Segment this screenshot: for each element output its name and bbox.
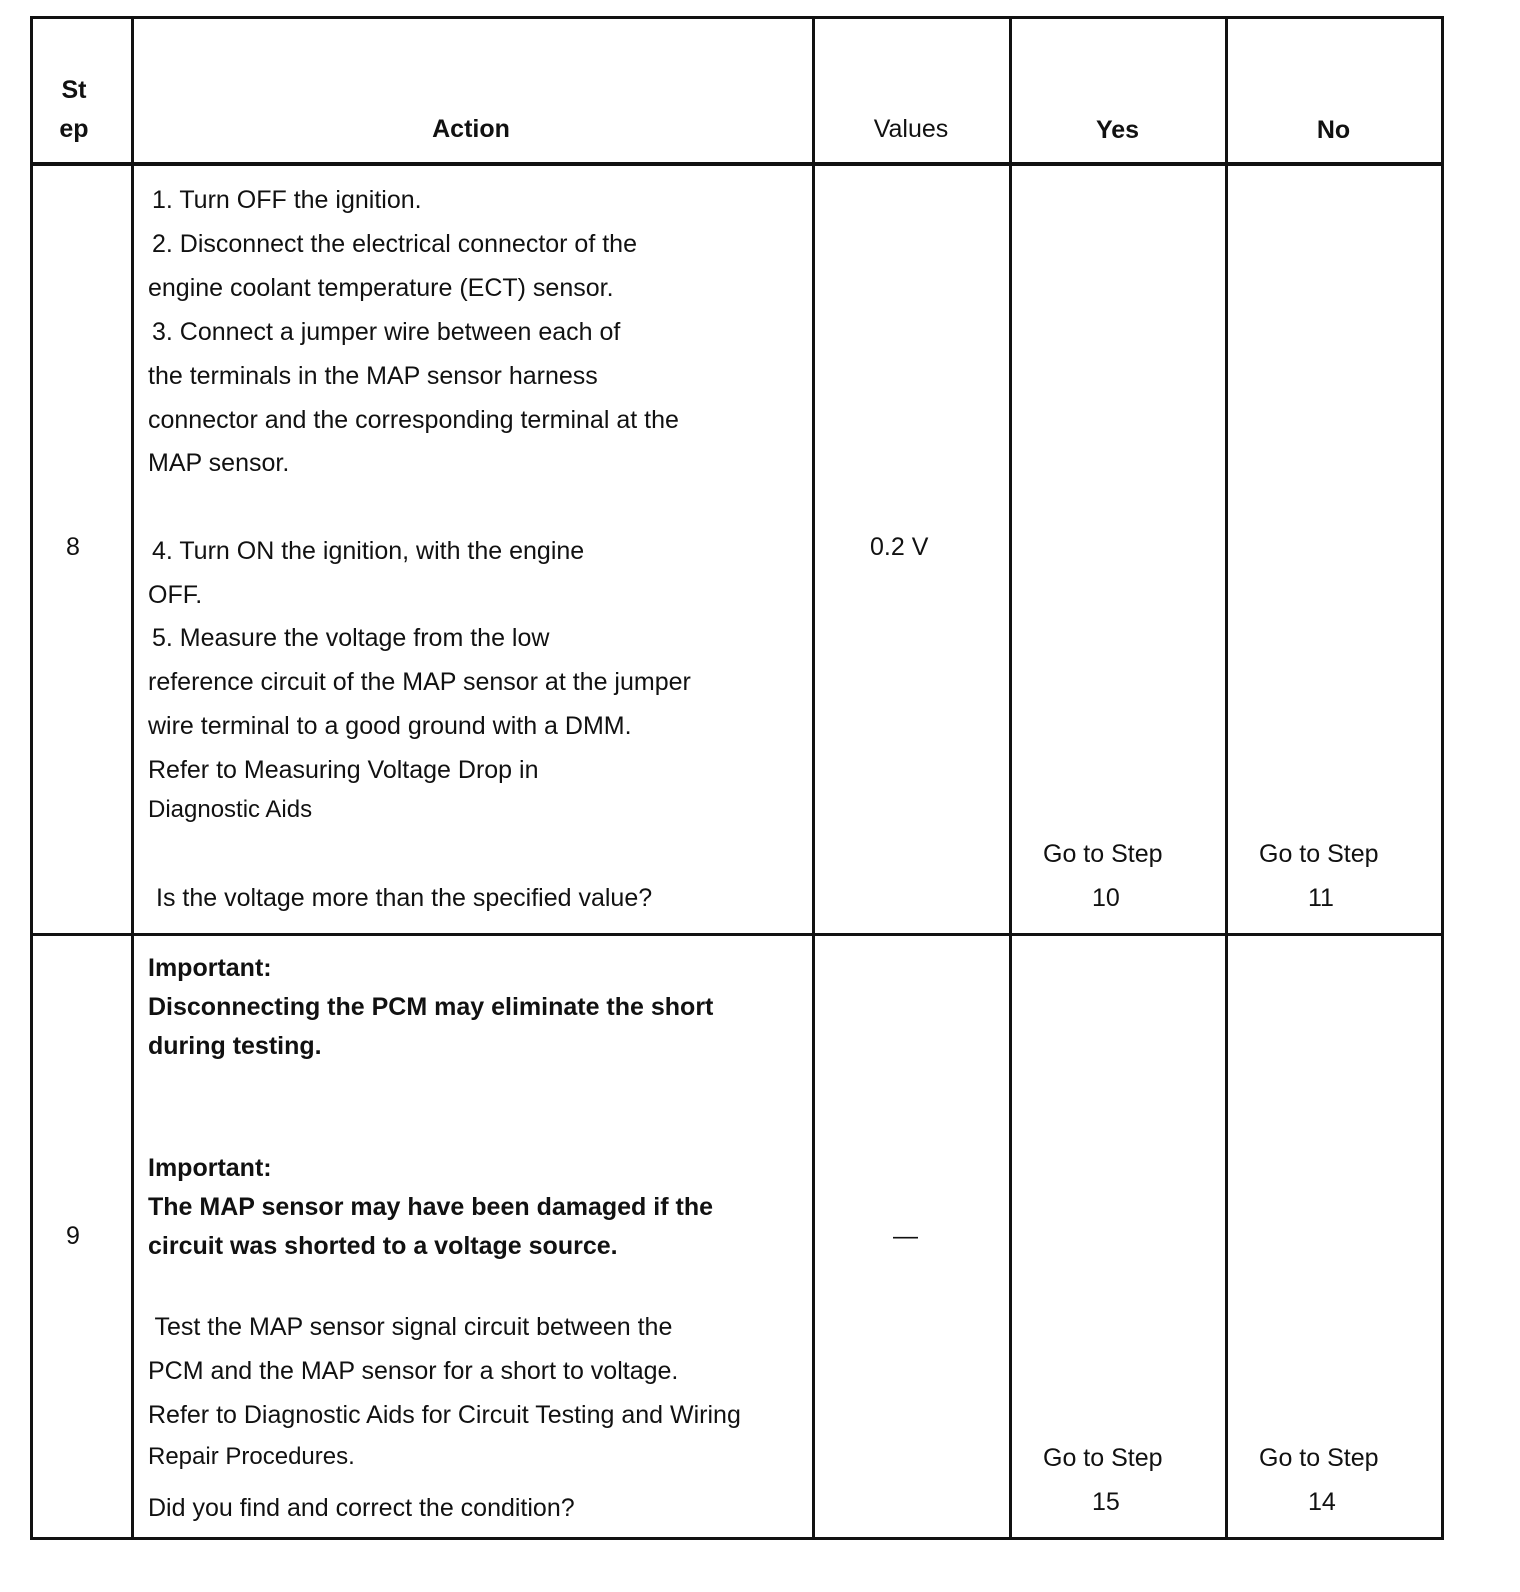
- action-line: Refer to Diagnostic Aids for Circuit Testing and Wiring: [148, 1401, 741, 1429]
- action-question: Is the voltage more than the specified value?: [156, 884, 653, 912]
- header-no: No: [1316, 116, 1351, 144]
- action-line: 1. Turn OFF the ignition.: [152, 186, 422, 214]
- column-divider: [1009, 19, 1012, 1537]
- action-line: Refer to Measuring Voltage Drop in: [148, 756, 539, 784]
- yes-goto-step: 10: [1092, 884, 1120, 912]
- action-line: Repair Procedures.: [148, 1443, 355, 1470]
- no-goto-step: 14: [1308, 1488, 1336, 1516]
- step-number: 9: [66, 1222, 80, 1250]
- action-line: Diagnostic Aids: [148, 796, 313, 823]
- action-line: 2. Disconnect the electrical connector of the: [152, 230, 637, 258]
- important-label: Important:: [148, 1154, 272, 1182]
- header-step-line1: St: [61, 76, 87, 104]
- row-divider: [33, 162, 1441, 166]
- action-line: Test the MAP sensor signal circuit between the: [148, 1313, 673, 1341]
- action-line: engine coolant temperature (ECT) sensor.: [148, 274, 614, 302]
- important-text: Disconnecting the PCM may eliminate the short: [148, 993, 714, 1021]
- important-text: during testing.: [148, 1032, 322, 1060]
- column-divider: [812, 19, 815, 1537]
- yes-goto-label: Go to Step: [1043, 840, 1163, 868]
- column-divider: [1225, 19, 1228, 1537]
- action-line: 3. Connect a jumper wire between each of: [152, 318, 621, 346]
- action-line: 4. Turn ON the ignition, with the engine: [152, 537, 585, 565]
- action-line: PCM and the MAP sensor for a short to voltage.: [148, 1357, 679, 1385]
- column-divider: [131, 19, 134, 1537]
- header-values: Values: [873, 115, 949, 143]
- yes-goto-step: 15: [1092, 1488, 1120, 1516]
- important-label: Important:: [148, 954, 272, 982]
- no-goto-step: 11: [1308, 884, 1334, 912]
- header-yes: Yes: [1095, 116, 1140, 144]
- row-divider: [33, 933, 1441, 936]
- header-step-line2: ep: [59, 115, 89, 143]
- action-line: OFF.: [148, 581, 203, 609]
- step-number: 8: [66, 533, 80, 561]
- spec-value: —: [893, 1222, 918, 1250]
- no-goto-label: Go to Step: [1259, 1444, 1379, 1472]
- yes-goto-label: Go to Step: [1043, 1444, 1163, 1472]
- action-line: the terminals in the MAP sensor harness: [148, 362, 598, 390]
- action-line: MAP sensor.: [148, 449, 290, 477]
- action-line: 5. Measure the voltage from the low: [152, 624, 550, 652]
- action-line: wire terminal to a good ground with a DMM.: [148, 712, 632, 740]
- important-text: The MAP sensor may have been damaged if the: [148, 1193, 713, 1221]
- action-line: connector and the corresponding terminal at the: [148, 406, 679, 434]
- no-goto-label: Go to Step: [1259, 840, 1379, 868]
- important-text: circuit was shorted to a voltage source.: [148, 1232, 618, 1260]
- spec-value: 0.2 V: [870, 533, 929, 561]
- header-action: Action: [432, 115, 510, 143]
- action-question: Did you find and correct the condition?: [148, 1494, 575, 1522]
- action-line: reference circuit of the MAP sensor at the jumper: [148, 668, 691, 696]
